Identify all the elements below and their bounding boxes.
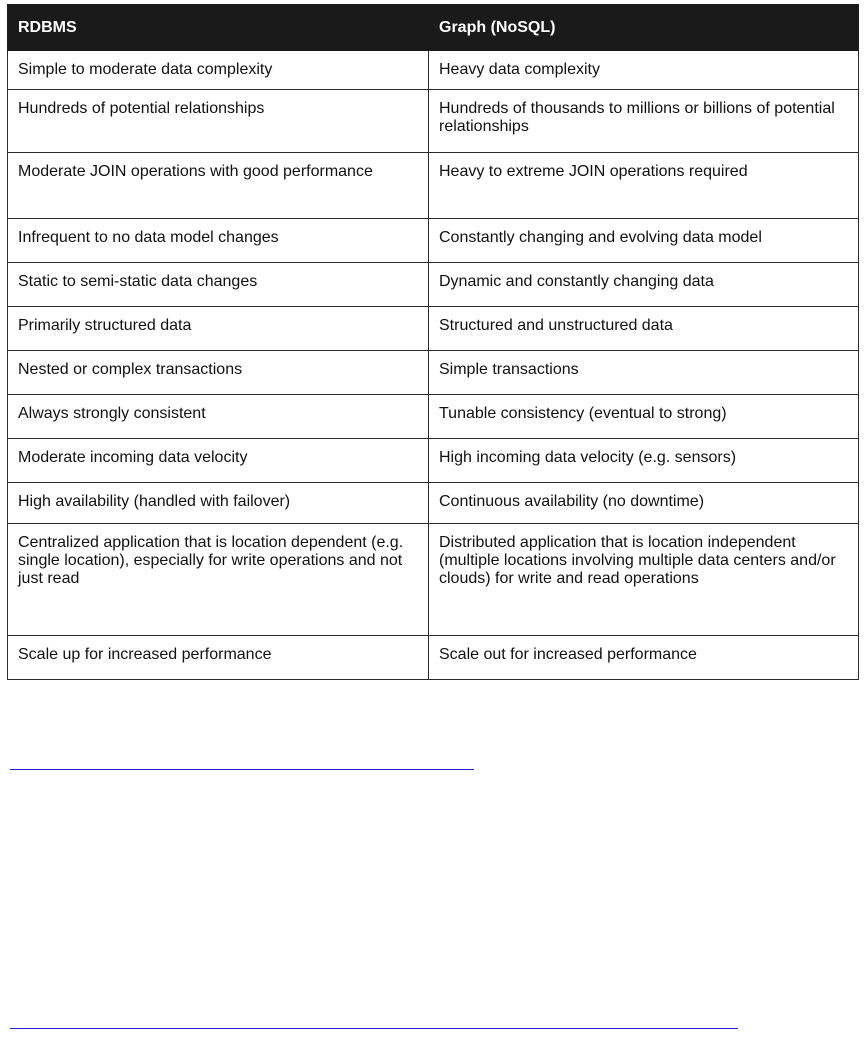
graph-cell: Dynamic and constantly changing data — [429, 263, 859, 307]
table-row — [8, 307, 859, 351]
table-row — [8, 439, 859, 483]
rdbms-cell: Scale up for increased performance — [8, 636, 429, 680]
table-row — [8, 395, 859, 439]
column-header-rdbms: RDBMS — [8, 5, 429, 51]
graph-cell: Tunable consistency (eventual to strong) — [429, 395, 859, 439]
rdbms-cell: Primarily structured data — [8, 307, 429, 351]
graph-cell: Hundreds of thousands to millions or billions of potential relationships — [429, 90, 859, 153]
graph-cell: Simple transactions — [429, 351, 859, 395]
table-header-row — [8, 5, 859, 51]
rdbms-cell: Static to semi-static data changes — [8, 263, 429, 307]
table-row — [8, 524, 859, 636]
column-header-graph: Graph (NoSQL) — [429, 5, 859, 51]
hyperlink-underline[interactable] — [10, 1028, 738, 1029]
rdbms-cell: Infrequent to no data model changes — [8, 219, 429, 263]
table-row — [8, 153, 859, 219]
rdbms-cell: Moderate incoming data velocity — [8, 439, 429, 483]
table-row — [8, 51, 859, 90]
table-row — [8, 219, 859, 263]
table-row — [8, 263, 859, 307]
table-row — [8, 90, 859, 153]
table-row — [8, 636, 859, 680]
rdbms-cell: Centralized application that is location dependent (e.g. single location), especially for write operations and not just read — [8, 524, 429, 636]
graph-cell: Constantly changing and evolving data model — [429, 219, 859, 263]
graph-cell: Structured and unstructured data — [429, 307, 859, 351]
graph-cell: Distributed application that is location independent (multiple locations involving multiple data centers and/or clouds) for write and read operations — [429, 524, 859, 636]
graph-cell: Continuous availability (no downtime) — [429, 483, 859, 524]
rdbms-cell: Simple to moderate data complexity — [8, 51, 429, 90]
table-row — [8, 483, 859, 524]
rdbms-cell: Hundreds of potential relationships — [8, 90, 429, 153]
graph-cell: High incoming data velocity (e.g. sensors) — [429, 439, 859, 483]
graph-cell: Heavy to extreme JOIN operations required — [429, 153, 859, 219]
rdbms-cell: Nested or complex transactions — [8, 351, 429, 395]
rdbms-cell: Always strongly consistent — [8, 395, 429, 439]
rdbms-cell: High availability (handled with failover) — [8, 483, 429, 524]
comparison-table — [7, 4, 859, 680]
table-body — [8, 51, 859, 680]
graph-cell: Heavy data complexity — [429, 51, 859, 90]
table-row — [8, 351, 859, 395]
rdbms-cell: Moderate JOIN operations with good performance — [8, 153, 429, 219]
hyperlink-underline[interactable] — [10, 769, 474, 770]
graph-cell: Scale out for increased performance — [429, 636, 859, 680]
